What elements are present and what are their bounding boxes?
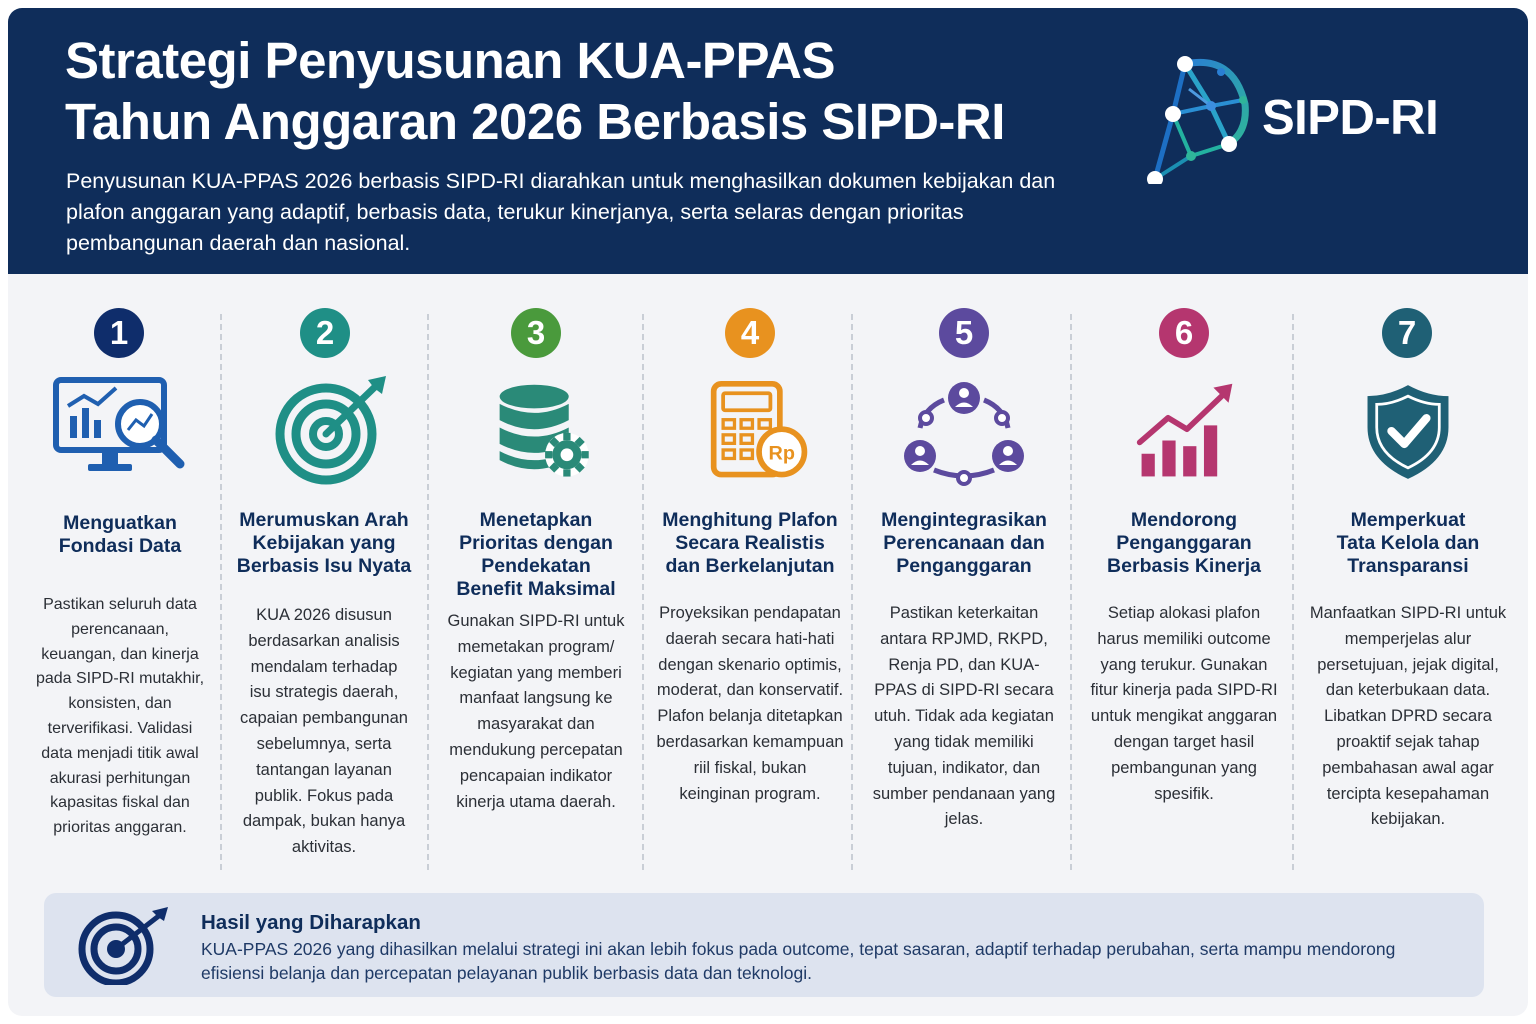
database-gear-icon xyxy=(496,382,596,482)
column-separator xyxy=(1070,314,1072,870)
expected-result-box xyxy=(44,893,1484,997)
title-line-2: Tahun Anggaran 2026 Berbasis SIPD-RI xyxy=(65,93,1005,150)
infographic xyxy=(8,8,1528,1016)
step-description: KUA 2026 disusun berdasarkan analisis mendalam terhadap isu strategis daerah, capaian pembangunan sebelumnya, serta tantangan layanan publik. Fokus pada dampak, bukan hanya aktivitas. xyxy=(240,606,408,857)
result-title: Hasil yang Diharapkan xyxy=(201,911,421,934)
column-separator xyxy=(642,314,644,870)
column-separator xyxy=(427,314,429,870)
step-description: Pastikan seluruh data perencanaan, keuangan, dan kinerja pada SIPD-RI mutakhir, konsisten, dan terverifikasi. Validasi data menjadi titik awal akurasi perhitungan kapasitas fiskal dan prioritas anggaran. xyxy=(35,596,205,837)
step-number-badge: 3 xyxy=(511,308,561,358)
step-number-badge: 2 xyxy=(300,308,350,358)
step-description: Setiap alokasi plafon harus memiliki outcome yang terukur. Gunakan fitur kinerja pada SIPD-RI untuk mengikat anggaran dengan target hasil pembangunan yang spesifik. xyxy=(1090,604,1278,803)
target-arrow-icon xyxy=(274,376,394,486)
step-description: Manfaatkan SIPD-RI untuk memperjelas alur persetujuan, jejak digital, dan keterbukaan data. Libatkan DPRD secara proaktif sejak tahap pembahasan awal agar tercipta kesepahaman kebijakan. xyxy=(1309,604,1507,829)
step-description: Pastikan keterkaitan antara RPJMD, RKPD, Renja PD, dan KUA-PPAS di SIPD-RI secara utuh. Tidak ada kegiatan yang tidak memiliki tujuan, indikator, dan sumber pendanaan yang jelas. xyxy=(872,604,1056,829)
step-title: Menguatkan Fondasi Data xyxy=(58,512,182,557)
svg-text:Rp: Rp xyxy=(768,442,795,465)
step-title: Mendorong Penganggaran Berbasis Kinerja xyxy=(1107,509,1261,577)
page-title xyxy=(65,30,1005,152)
step-1 xyxy=(30,308,210,868)
step-title: Memperkuat Tata Kelola dan Transparansi xyxy=(1336,509,1480,577)
page-subtitle: Penyusunan KUA-PPAS 2026 berbasis SIPD-RI diarahkan untuk menghasilkan dokumen kebijakan dan plafon anggaran yang adaptif, berbasis data, terukur kinerjanya, serta selaras dengan prioritas pembangunan daerah dan nasional. xyxy=(66,169,1056,255)
step-title: Mengintegrasikan Perencanaan dan Penganggaran xyxy=(881,509,1047,577)
integration-people-cycle-icon xyxy=(904,378,1024,488)
step-title: Menetapkan Prioritas dengan Pendekatan Benefit Maksimal xyxy=(456,509,616,600)
step-number-badge: 5 xyxy=(939,308,989,358)
title-line-1: Strategi Penyusunan KUA-PPAS xyxy=(65,32,836,89)
step-4 xyxy=(656,308,844,868)
logo-text: SIPD-RI xyxy=(1262,91,1439,145)
network-brain-icon xyxy=(1133,44,1253,184)
step-number-badge: 7 xyxy=(1382,308,1432,358)
step-title: Merumuskan Arah Kebijakan yang Berbasis Isu Nyata xyxy=(236,509,412,577)
shield-check-icon xyxy=(1362,380,1454,484)
step-description: Gunakan SIPD-RI untuk memetakan program/ kegiatan yang memberi manfaat langsung ke masyarakat dan mendukung percepatan pencapaian indikator kinerja utama daerah. xyxy=(447,612,625,811)
step-number-badge: 1 xyxy=(94,308,144,358)
calculator-rupiah-icon xyxy=(708,380,812,484)
column-separator xyxy=(851,314,853,870)
step-7 xyxy=(1306,308,1510,868)
step-description: Proyeksikan pendapatan daerah secara hati-hati dengan skenario optimis, moderat, dan konservatif. Plafon belanja ditetapkan berdasarkan kemampuan riil fiskal, bukan keinginan program. xyxy=(656,604,844,803)
column-separator xyxy=(1292,314,1294,870)
step-6 xyxy=(1086,308,1282,868)
header-banner xyxy=(8,8,1528,274)
monitor-analytics-search-icon xyxy=(52,376,192,486)
step-2 xyxy=(234,308,414,868)
step-5 xyxy=(868,308,1060,868)
result-text: KUA-PPAS 2026 yang dihasilkan melalui strategi ini akan lebih fokus pada outcome, tepat sasaran, adaptif terhadap perubahan, serta mampu mendorong efisiensi belanja dan percepatan pelayanan publik berbasis data dan teknologi. xyxy=(201,939,1396,983)
step-title: Menghitung Plafon Secara Realistis dan Berkelanjutan xyxy=(662,509,838,577)
step-number-badge: 6 xyxy=(1159,308,1209,358)
column-separator xyxy=(220,314,222,870)
target-arrow-icon xyxy=(76,905,176,985)
step-3 xyxy=(444,308,628,868)
growth-bar-chart-icon xyxy=(1134,380,1238,484)
step-number-badge: 4 xyxy=(725,308,775,358)
